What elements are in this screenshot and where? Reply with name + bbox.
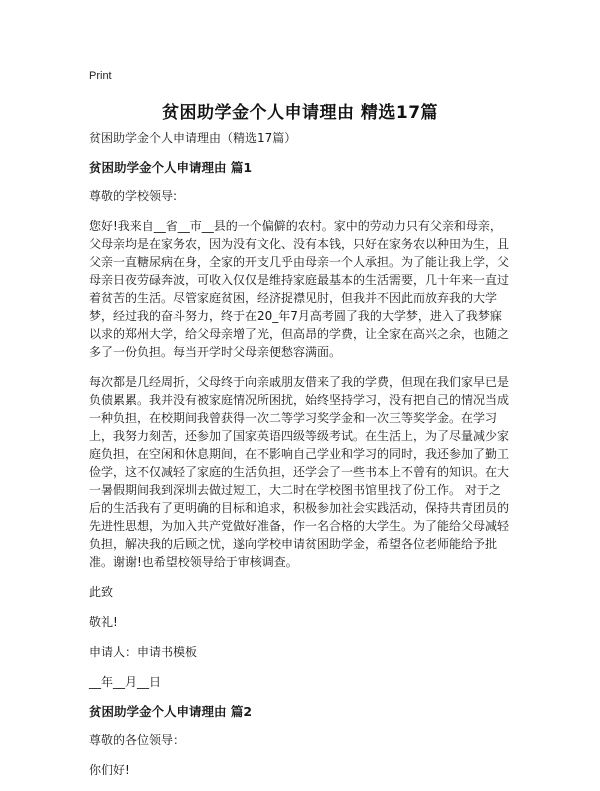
closing-line-1: 此致 bbox=[89, 585, 114, 599]
applicant-line: 申请人：申请书模板 bbox=[89, 645, 198, 659]
document-title: 贫困助学金个人申请理由 精选17篇 bbox=[161, 103, 439, 123]
body-paragraph-2: 每次都是几经周折，父母终于向亲戚朋友借来了我的学费，但现在我们家早已是负债累累。我并没有被家庭情况所困扰，始终坚持学习，没有把自己的情况当成一种负担，在校期间我曾获得一次二等学习奖学金和一次三等奖学金。在学习上，我努力刻苦，还参加了国家英语四级等级考试。在生活上，为了尽量减少家庭负担，在空闲和休息期间，在不影响自己学业和学习的同时，我还参加了勤工俭学，这不仅减轻了家庭的生活负担，还学会了一些书本上不曾有的知识。在大一暑假期间我到深圳去做过短工，大二时在学校图书馆里找了份工作。 对于之后的生活我有了更明确的目标和追求，积极参加社会实践活动，保持共青团员的先进性思想，为加入共产党做好准备，作一名合格的大学生。为了能给父母减轻负担，解决我的后顾之忧，遂向学校申请贫困助学金，希望各位老师能给予批准。谢谢!也希望校领导给于审核调查。 bbox=[89, 375, 510, 569]
section-heading-2: 贫困助学金个人申请理由 篇2 bbox=[89, 704, 253, 719]
salutation-1: 尊敬的学校领导: bbox=[89, 189, 178, 203]
greeting-line: 你们好! bbox=[89, 763, 130, 777]
body-paragraph-1: 您好!我来自__省__市__县的一个偏僻的农村。家中的劳动力只有父亲和母亲，父母亲均是在家务农，因为没有文化、没有本钱，只好在家务农以种田为生，且父亲一直糖尿病在身，全家的开支几乎由母亲一个人承担。为了能让我上学，父母亲日夜劳碌奔波，可收入仅仅是维持家庭最基本的生活需要，几十年来一直过着贫苦的生活。尽管家庭贫困，经济捉襟见肘，但我并不因此而放弃我的大学梦，经过我的奋斗努力，终于在20_年7月高考圆了我的大学梦，进入了我梦寐以求的郑州大学，给父母亲增了光，但高昂的学费，让全家在高兴之余，也随之多了一份负担。每当开学时父母亲便愁容满面。 bbox=[89, 219, 510, 359]
section-heading-1: 贫困助学金个人申请理由 篇1 bbox=[89, 160, 253, 175]
salutation-2: 尊敬的各位领导： bbox=[89, 733, 186, 747]
document-subtitle: 贫困助学金个人申请理由（精选17篇） bbox=[89, 131, 297, 145]
date-line: __年__月__日 bbox=[89, 675, 162, 689]
closing-line-2: 敬礼! bbox=[89, 615, 118, 629]
print-link[interactable]: Print bbox=[89, 70, 112, 82]
document-body bbox=[89, 129, 511, 791]
